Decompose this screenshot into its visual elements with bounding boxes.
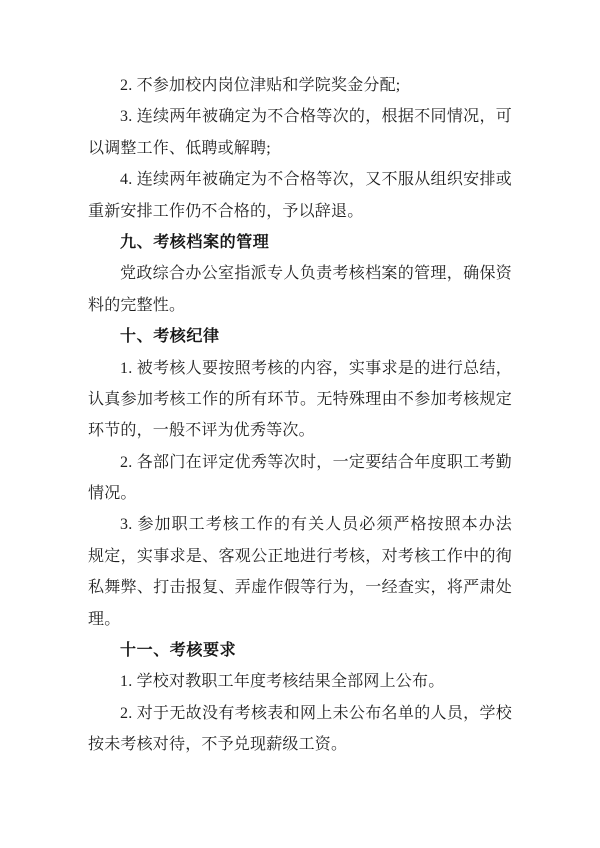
- text-line: 料的完整性。: [88, 296, 186, 314]
- text-line: 重新安排工作仍不合格的，予以辞退。: [88, 202, 364, 220]
- text-line: 环节的，一般不评为优秀等次。: [88, 422, 315, 440]
- text-line: 2. 对于无故没有考核表和网上未公布名单的人员，学校: [120, 704, 512, 722]
- text-line: 3. 连续两年被确定为不合格等次的，根据不同情况，可: [120, 108, 512, 126]
- text-line: 以调整工作、低聘或解聘;: [88, 139, 271, 157]
- body-paragraph: [88, 509, 512, 635]
- text-line: 3. 参加职工考核工作的有关人员必须严格按照本办法: [120, 516, 512, 534]
- text-line: 党政综合办公室指派专人负责考核档案的管理，确保资: [120, 265, 512, 283]
- text-line: 情况。: [88, 485, 137, 503]
- text-line: 理。: [88, 610, 121, 628]
- text-line: 2. 不参加校内岗位津贴和学院奖金分配;: [120, 77, 401, 94]
- text-line: 九、考核档案的管理: [120, 233, 270, 251]
- body-paragraph: [88, 70, 512, 101]
- text-line: 十、考核纪律: [120, 328, 220, 346]
- text-line: 1. 被考核人要按照考核的内容，实事求是的进行总结，: [120, 359, 512, 377]
- text-line: 1. 学校对教职工年度考核结果全部网上公布。: [120, 673, 445, 691]
- text-line: 规定，实事求是、客观公正地进行考核，对考核工作中的徇: [88, 547, 512, 565]
- body-paragraph: [88, 164, 512, 227]
- body-paragraph: [88, 447, 512, 510]
- text-line: 十一、考核要求: [120, 642, 237, 660]
- text-line: 私舞弊、打击报复、弄虚作假等行为，一经查实，将严肃处: [88, 579, 512, 597]
- body-paragraph: [88, 353, 512, 447]
- text-line: 按未考核对待，不予兑现薪级工资。: [88, 736, 348, 754]
- body-paragraph: [88, 258, 512, 321]
- text-line: 2. 各部门在评定优秀等次时，一定要结合年度职工考勤: [120, 453, 512, 471]
- section-heading: [88, 635, 512, 666]
- text-line: 认真参加考核工作的所有环节。无特殊理由不参加考核规定: [88, 390, 512, 408]
- section-heading: [88, 321, 512, 352]
- text-column: [88, 70, 512, 761]
- section-heading: [88, 227, 512, 258]
- body-paragraph: [88, 101, 512, 164]
- body-paragraph: [88, 666, 512, 697]
- text-line: 4. 连续两年被确定为不合格等次，又不服从组织安排或: [120, 171, 512, 189]
- body-paragraph: [88, 698, 512, 761]
